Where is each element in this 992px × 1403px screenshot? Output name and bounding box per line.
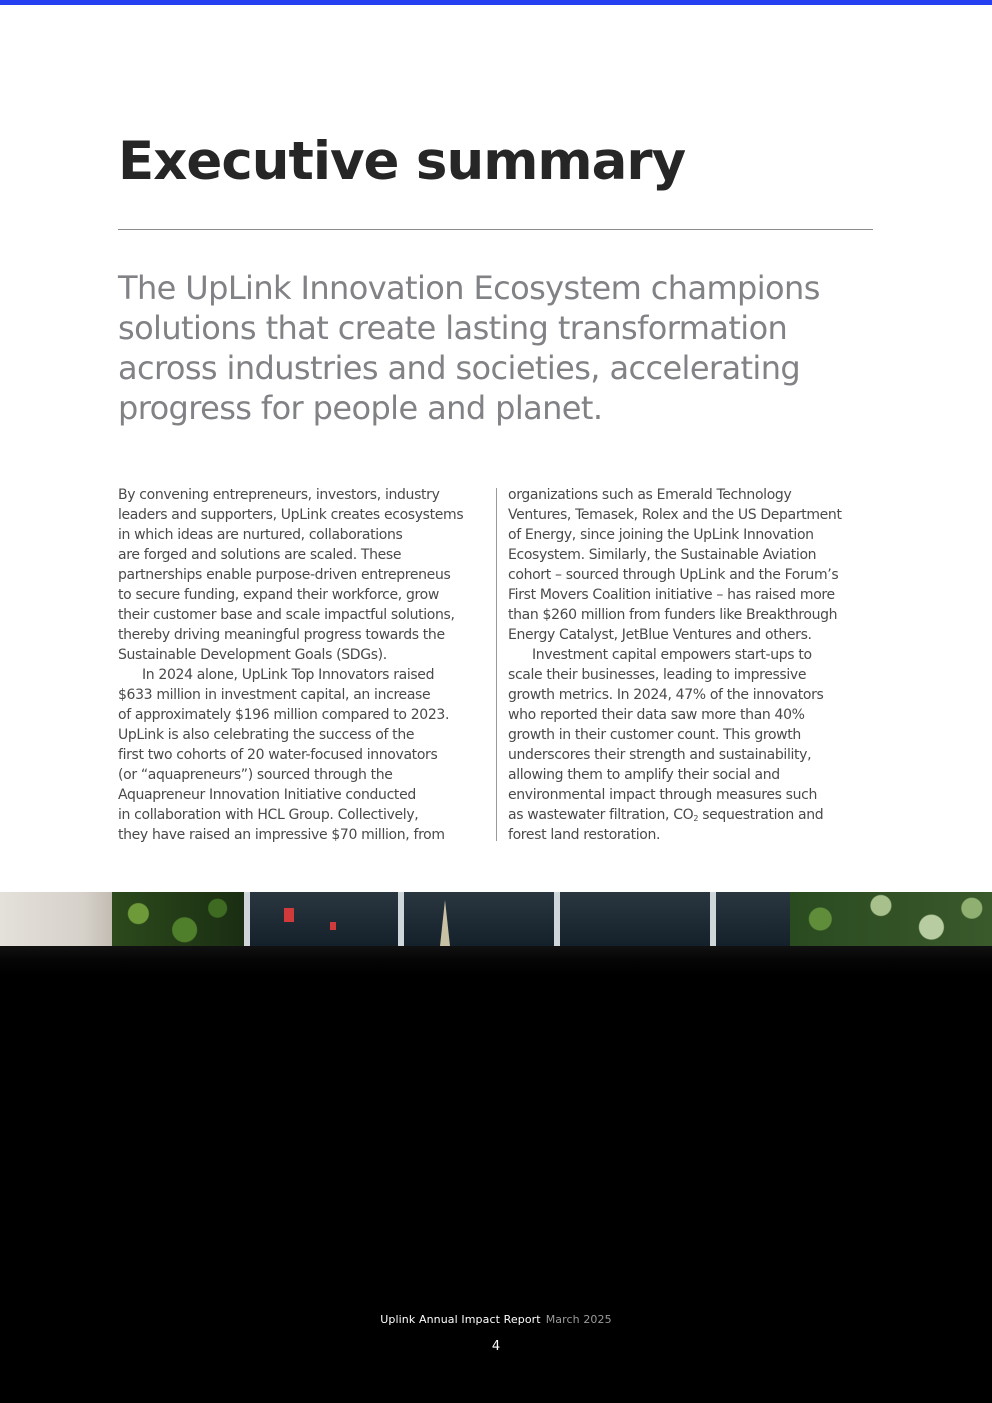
- body-line: underscores their strength and sustainability,: [508, 747, 812, 763]
- body-line: By convening entrepreneurs, investors, industry: [118, 487, 440, 503]
- co2-suffix: sequestration and: [698, 807, 824, 823]
- body-line: UpLink is also celebrating the success of the: [118, 727, 415, 743]
- body-line: Energy Catalyst, JetBlue Ventures and others.: [508, 627, 812, 643]
- body-line: to secure funding, expand their workforce, grow: [118, 587, 439, 603]
- body-line: they have raised an impressive $70 million, from: [118, 827, 445, 843]
- body-line: forest land restoration.: [508, 827, 661, 843]
- body-line: who reported their data saw more than 40%: [508, 707, 805, 723]
- body-line: growth in their customer count. This growth: [508, 727, 801, 743]
- body-line: Sustainable Development Goals (SDGs).: [118, 647, 387, 663]
- page-number: 4: [491, 1339, 501, 1354]
- body-line: in which ideas are nurtured, collaborations: [118, 527, 403, 543]
- body-line: Investment capital empowers start-ups to: [532, 647, 812, 663]
- body-line: cohort – sourced through UpLink and the Forum’s: [508, 567, 839, 583]
- dark-footer-panel: [0, 946, 992, 1403]
- footer-report-name: Uplink Annual Impact Report: [380, 1313, 541, 1326]
- body-line: environmental impact through measures such: [508, 787, 818, 803]
- top-accent-bar: [0, 0, 992, 5]
- body-line: of approximately $196 million compared to 2023.: [118, 707, 450, 723]
- body-line: first two cohorts of 20 water-focused innovators: [118, 747, 438, 763]
- co2-subscript: 2: [693, 814, 699, 823]
- page-title: Executive summary: [118, 131, 686, 192]
- photo-wall: [0, 892, 118, 946]
- body-line: partnerships enable purpose-driven entrepreneus: [118, 567, 451, 583]
- photo-window: [554, 892, 710, 946]
- body-column-left: [118, 485, 490, 845]
- body-line: Aquapreneur Innovation Initiative conducted: [118, 787, 416, 803]
- body-line: thereby driving meaningful progress towards the: [118, 627, 445, 643]
- body-line: organizations such as Emerald Technology: [508, 487, 792, 503]
- photo-red-sign: [284, 908, 294, 922]
- body-line: scale their businesses, leading to impressive: [508, 667, 807, 683]
- title-divider: [118, 229, 873, 230]
- body-column-right: [508, 485, 880, 845]
- body-line: allowing them to amplify their social and: [508, 767, 780, 783]
- body-line: (or “aquapreneurs”) sourced through the: [118, 767, 393, 783]
- body-line: First Movers Coalition initiative – has raised more: [508, 587, 835, 603]
- footer-date: March 2025: [545, 1313, 612, 1326]
- body-line: their customer base and scale impactful solutions,: [118, 607, 455, 623]
- body-line: of Energy, since joining the UpLink Innovation: [508, 527, 814, 543]
- column-divider: [496, 488, 497, 841]
- photo-window: [710, 892, 800, 946]
- body-line: $633 million in investment capital, an increase: [118, 687, 431, 703]
- body-line: In 2024 alone, UpLink Top Innovators raised: [142, 667, 435, 683]
- photo-skyscraper: [440, 900, 450, 946]
- body-line: Ecosystem. Similarly, the Sustainable Aviation: [508, 547, 817, 563]
- body-line: Ventures, Temasek, Rolex and the US Department: [508, 507, 842, 523]
- photo-window: [398, 892, 554, 946]
- photo-red-sign: [330, 922, 336, 930]
- co2-prefix: as wastewater filtration, CO: [508, 807, 694, 823]
- office-photo: [0, 892, 992, 946]
- footer-credit: [0, 1313, 992, 1326]
- photo-plants-right: [790, 892, 992, 946]
- body-line: leaders and supporters, UpLink creates ecosystems: [118, 507, 464, 523]
- body-line: in collaboration with HCL Group. Collectively,: [118, 807, 419, 823]
- body-line: are forged and solutions are scaled. These: [118, 547, 402, 563]
- body-line: than $260 million from funders like Breakthrough: [508, 607, 838, 623]
- photo-window: [244, 892, 398, 946]
- body-line-co2: [508, 805, 880, 825]
- lede-paragraph: The UpLink Innovation Ecosystem champions solutions that create lasting transformation across industries and societies, accelerating progress for people and planet.: [118, 269, 820, 427]
- photo-plants-left: [112, 892, 244, 946]
- body-line: growth metrics. In 2024, 47% of the innovators: [508, 687, 824, 703]
